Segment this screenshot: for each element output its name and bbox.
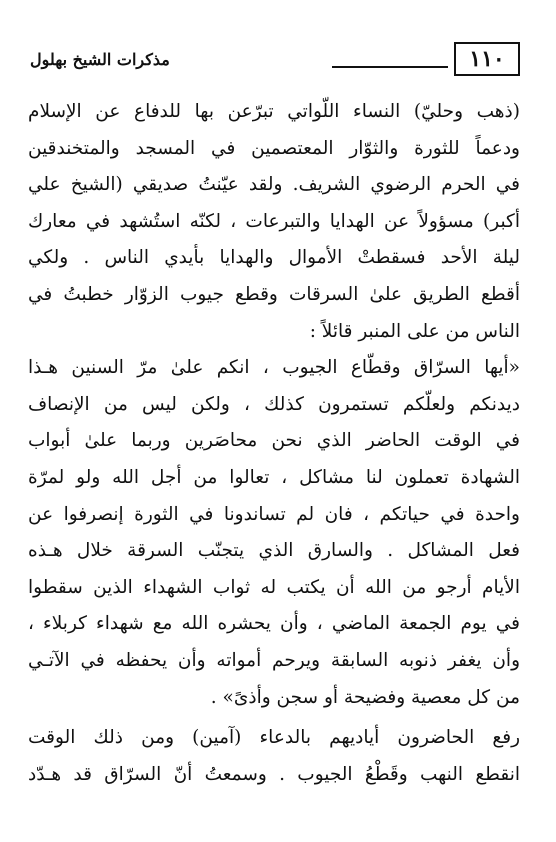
paragraph [28,720,520,793]
text-line: (ذهب وحليّ) النساء اللّواتي تبرّعن بها للدفاع عن الإسلام [28,101,520,122]
text-line: فعل المشاكل . والسارق الذي يتجنّب السرقة خلال هـذه [28,540,520,562]
text-line: ليلة الأحد فسقطتْ الأموال والهدايا بأيدي الناس . ولكي [28,247,520,269]
text-line: أقطع الطريق علىٰ السرقات وقطع جيوب الزوّار خطبتُ في [28,283,520,305]
text-line: من كل معصية وفضيحة أو سجن وأذىً» . [210,686,520,708]
page-header [30,42,520,80]
text-line: في الوقت الحاضر الذي نحن محاصَرين وربما علىٰ أبواب [28,430,520,452]
text-line: واحدة في حياتكم ، فان لم تساندونا في الثورة إنصرفوا عن [28,503,520,525]
body-text [28,94,520,793]
text-line: ودعماً للثورة والثوّار المعتصمين في المسجد والمتخندقين [28,137,520,159]
text-line: في الحرم الرضوي الشريف. ولقد عيّنتُ صديقي (الشيخ علي [28,174,520,196]
text-line: الأيام أرجو من الله أن يكتب له ثواب الشهداء الذين سقطوا [28,576,520,598]
header-rule [332,66,448,68]
text-line: انقطع النهب وقَطْعُ الجيوب . وسمعتُ أنّ السرّاق قد هـدّد [28,763,520,785]
page-number: ١١٠ [454,42,520,76]
text-line: «أيها السرّاق وقطّاع الجيوب ، انكم علىٰ مرّ السنين هـذا [28,357,520,379]
text-line: الشهادة تعملون لنا مشاكل ، تعالوا من أجل الله ولو لمرّة [28,466,520,488]
text-line: ديدنكم ولعلّكم تستمرون كذلك ، ولكن ليس من الإنصاف [28,393,520,415]
text-line: الناس من على المنبر قائلاً : [309,320,520,342]
book-title: مذكرات الشيخ بهلول [30,50,170,69]
text-line: في يوم الجمعة الماضي ، وأن يحشره الله مع شهداء كربلاء ، [28,613,520,635]
text-line: وأن يغفر ذنوبه السابقة ويرحم أمواته وأن يحفظه في الآتـي [28,649,520,671]
paragraph [28,94,520,350]
text-line: أكبر) مسؤولاً عن الهدايا والتبرعات ، لكنّه استُشهد في معارك [28,210,520,232]
paragraph [28,350,520,716]
text-line: رفع الحاضرون أياديهم بالدعاء (آمين) ومن ذلك الوقت [28,727,520,749]
